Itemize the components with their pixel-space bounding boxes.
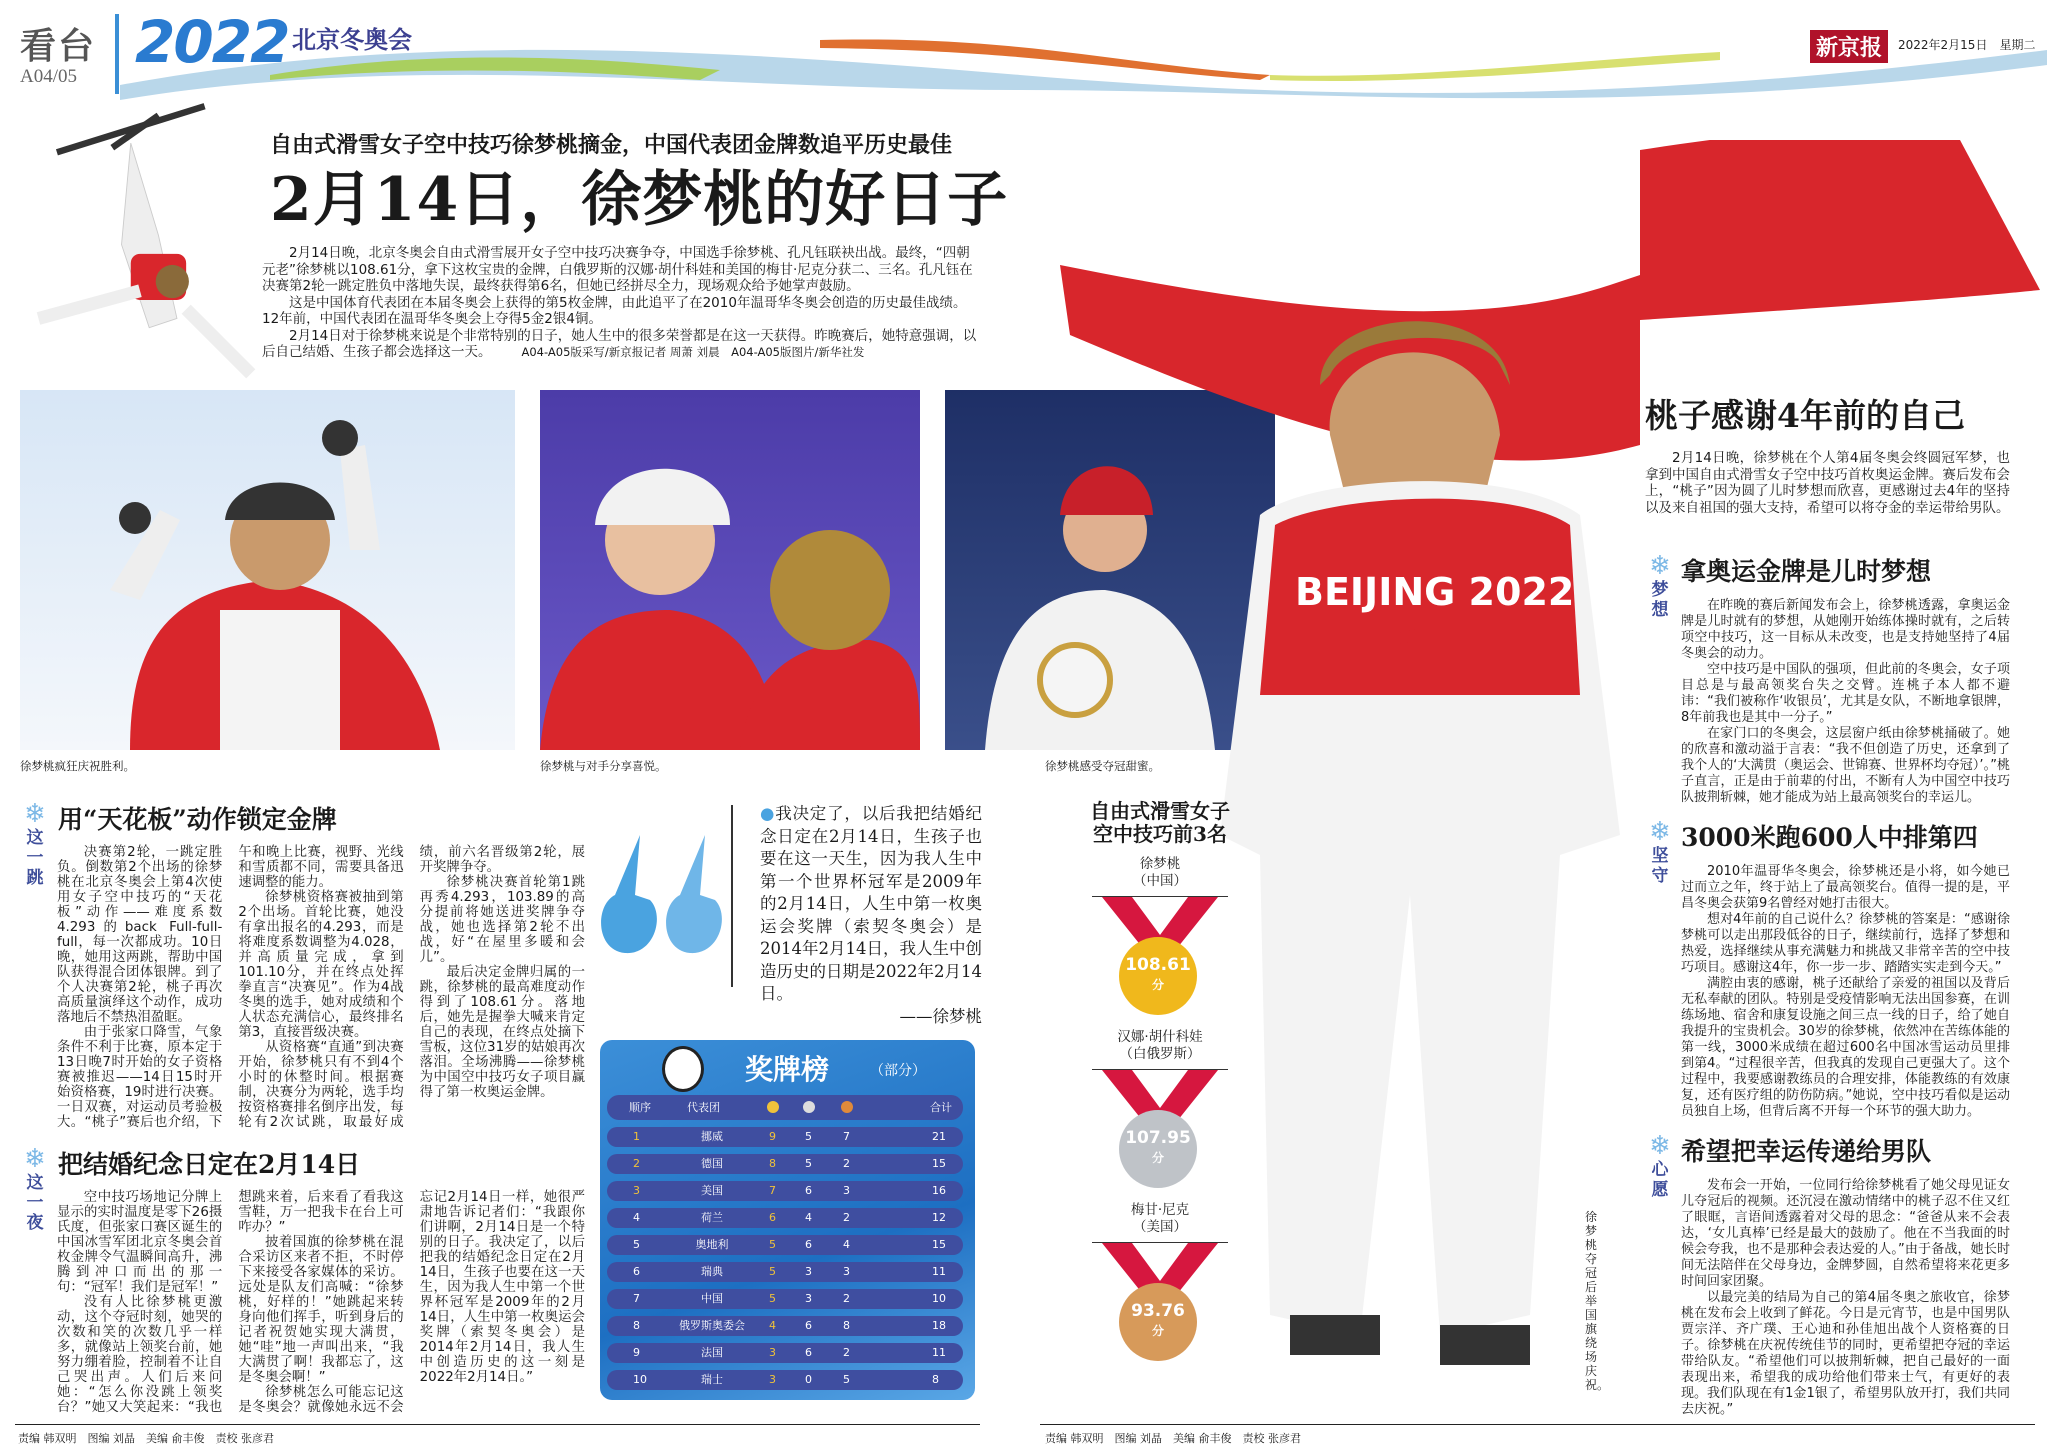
paragraph: 决赛第2轮，一跳定胜负。倒数第2个出场的徐梦桃在北京冬奥会上第4次使用女子空中技巧的“天花板”动作——难度系数4.293的back Full-full-full，每一次都成功。10日晚，她用这两跳，帮助中国队获得混合团体银牌。到了个人决赛第2轮，桃子再次高质量演绎这个动作，成功落地后不禁热泪盈眶。 [57,845,223,1025]
cell-total: 15 [932,1238,946,1251]
paragraph: 想对4年前的自己说什么？徐梦桃的答案是：“感谢徐梦桃可以走出那段低谷的日子，继续前行，选择了梦想和热爱，选择继续从事充满魅力和挑战又非常辛苦的空中技巧项目。感谢这4年，你一步一步、踏踏实实走到今天。” [1681,912,2010,975]
cell-rank: 9 [633,1346,640,1359]
cell-team: 挪威 [701,1130,723,1143]
section-body [1681,598,2010,806]
cell-team: 瑞典 [701,1265,723,1278]
cell-team: 俄罗斯奥委会 [679,1319,745,1332]
section-tag-box [1645,1132,1675,1418]
snowflake-icon: ❄ [1649,551,1671,581]
silver-medal-icon [803,1101,815,1113]
section-body [57,845,585,1130]
cell-gold: 8 [769,1157,776,1170]
pull-quote [760,803,982,1028]
right-section [1645,1132,2010,1418]
medal-table [600,1040,975,1400]
photo-celebration [20,390,515,750]
quote-mark-icon [595,835,730,955]
paragraph: 2月14日晚，徐梦桃在个人第4届冬奥会终圆冠军梦，也拿到中国自由式滑雪女子空中技巧首枚奥运金牌。赛后发布会上，“桃子”因为圆了儿时梦想而欣喜，更感谢过去4年的坚持以及来自祖国的强大支持，希望可以将夺金的幸运带给男队。 [1645,450,2010,516]
medal-table-row [607,1208,963,1228]
section-body [57,1190,585,1415]
athlete-name: 汉娜·胡什科娃 [1117,1029,1203,1045]
logo-beijing-olympics: 北京冬奥会 [292,26,412,54]
cell-rank: 4 [633,1211,640,1224]
medal-table-title: 奖牌榜 [745,1053,830,1086]
cell-team: 法国 [701,1346,723,1359]
paragraph: 徐梦桃怎么可能忘记这是冬奥会？就像她永远不会忘记2月14日一样，她很严肃地告诉记者们：“我跟你们讲啊，2月14日是一个特别的日子。我决定了，以后把我的结婚纪念日定在2月14日，生孩子也要在这一天生，因为我人生中第一个世界杯冠军是2009年的2月14日，人生中第一枚奥运会奖牌（索契冬奥会）是2014年2月14日，我人生中创造历史的这一刻是2022年2月14日。” [238,1190,585,1415]
cell-total: 10 [932,1292,946,1305]
col-rank: 顺序 [629,1101,651,1114]
snowflake-icon: ❄ [1649,1131,1671,1161]
medal-table-row [607,1343,963,1363]
section-title: 把结婚纪念日定在2月14日 [58,1150,361,1179]
bib-text: BEIJING 2022 [1295,570,1575,614]
medal-table-row [607,1127,963,1147]
paragraph: 空中技巧是中国队的强项，但此前的冬奥会，女子项目总是与最高领奖台失之交臂。连桃子本人都不避讳：“我们被称作‘收银员’，尤其是女队，不断地拿银牌，8年前我也是其中一分子。” [1681,662,2010,725]
paragraph: 空中技巧场地记分牌上显示的实时温度是零下26摄氏度，但张家口赛区诞生的中国冰雪军团北京冬奥会首枚金牌令气温瞬间高升，沸腾到冲口而出的那一句：“冠军！我们是冠军！” [57,1190,223,1295]
podium-entry [1080,1029,1240,1194]
cell-bronze: 7 [843,1130,850,1143]
cell-bronze: 3 [843,1265,850,1278]
cell-silver: 3 [805,1265,812,1278]
medal-graphic [1092,1069,1228,1194]
medal-table-row [607,1235,963,1255]
footer-credits-left: 责编 韩双明 图编 刘晶 美编 俞丰俊 责校 张彦君 [18,1432,274,1445]
athlete-country: （美国） [1133,1219,1187,1235]
cell-rank: 1 [633,1130,640,1143]
photo-caption: 徐梦桃感受夺冠甜蜜。 [1045,759,1160,773]
cell-silver: 3 [805,1292,812,1305]
medal-disc [1119,1283,1197,1361]
cell-total: 18 [932,1319,946,1332]
podium-title: 自由式滑雪女子空中技巧前3名 [1090,799,1230,846]
medal-graphic [1092,1242,1228,1367]
snowflake-icon: ❄ [1649,817,1671,847]
right-section [1645,818,2010,1120]
lead-subtitle: 自由式滑雪女子空中技巧徐梦桃摘金，中国代表团金牌数追平历史最佳 [270,132,953,158]
cell-silver: 5 [805,1130,812,1143]
header-divider [115,14,119,94]
medal-table-header [607,1095,963,1120]
paragraph: 发布会一开始，一位同行给徐梦桃看了她父母见证女儿夺冠后的视频。还沉浸在激动情绪中的桃子忍不住又红了眼眶，言语间透露着对父母的思念：“爸爸从来不会表达，‘女儿真棒’已经是最大的鼓励了。他在不当我面的时候会夸我，也不是那种会表达爱的人。”由于备战，她长时间无法陪伴在父母身边，金牌梦圆，自然希望将来花更多时间回家团聚。 [1681,1178,2010,1289]
paragraph: 2010年温哥华冬奥会，徐梦桃还是小将，如今她已过而立之年，终于站上了最高领奖台。值得一提的是，平昌冬奥会获第9名曾经对她打击很大。 [1681,864,2010,911]
logo-2022: 2022 [135,8,289,76]
quote-text: 我决定了，以后我把结婚纪念日定在2月14日，生孩子也要在这一天生，因为我人生中第一个世界杯冠军是2009年的2月14日，人生中第一枚奥运会奖牌（索契冬奥会）是2014年2月14日，我人生中创造历史的日期是2022年2月14日。 [760,804,982,1003]
medal-table-row [607,1181,963,1201]
cell-team: 美国 [701,1184,723,1197]
cell-gold: 3 [769,1373,776,1386]
cell-gold: 7 [769,1184,776,1197]
cell-bronze: 3 [843,1184,850,1197]
paragraph: 徐梦桃资格赛被抽到第2个出场。首轮比赛，她没有拿出报名的4.293，而是将难度系数调整为4.028，并高质量完成，拿到101.10分，并在终点处挥拳直言“决赛见”。作为4战冬奥的选手，她对成绩和个人状态充满信心，最终排名第3，直接晋级决赛。 [238,890,404,1040]
podium-graphic [1080,800,1240,1375]
paragraph: 由于张家口降雪，气象条件不利于比赛，原本定于13日晚7时开始的女子资格赛被推迟——14日15时开始资格赛，19时进行决赛。一日双赛，对运动员考验极大。“桃子”赛后也介绍，下午和晚上比赛，视野、光线和雪质都不同，需要具备迅速调整的能力。 [57,845,404,1130]
snowflake-icon: ❄ [24,1144,46,1174]
cell-gold: 4 [769,1319,776,1332]
cell-team: 瑞士 [701,1373,723,1386]
cell-total: 15 [932,1157,946,1170]
cell-bronze: 4 [843,1238,850,1251]
cell-total: 8 [932,1373,939,1386]
paragraph: 在昨晚的赛后新闻发布会上，徐梦桃透露，拿奥运金牌是儿时就有的梦想，从她刚开始练体操时就有，之后转项空中技巧，这一目标从未改变，也是支持她坚持了4届冬奥会的动力。 [1681,598,2010,661]
section-tag: 这一跳 [26,828,44,888]
cell-total: 12 [932,1211,946,1224]
issue-date: 2022年2月15日 星期二 [1898,38,2036,52]
cell-silver: 4 [805,1211,812,1224]
section-tag-box [1645,818,1675,1120]
athlete-name: 徐梦桃 [1139,856,1181,872]
bing-dwen-dwen-mascot-icon [662,1046,704,1092]
score-unit: 分 [1151,1151,1164,1165]
cell-rank: 3 [633,1184,640,1197]
section-tag-box [20,800,50,888]
medal-table-row [607,1154,963,1174]
section-tag: 坚守 [1651,846,1669,886]
section-title: 3000米跑600人中排第四 [1681,823,1978,852]
medal-graphic [1092,896,1228,1021]
right-article-title: 桃子感谢4年前的自己 [1645,396,1965,435]
quote-divider [731,805,733,987]
cell-rank: 7 [633,1292,640,1305]
medal-table-note: （部分） [870,1063,926,1079]
cell-team: 奥地利 [695,1238,729,1251]
lead-paragraph-text: 2月14日对于徐梦桃来说是个非常特别的日子，她人生中的很多荣誉都是在这一天获得。昨晚赛后，她特意强调，以后自己结婚、生孩子都会选择这一天。 [262,327,977,360]
medal-disc [1119,937,1197,1015]
cell-total: 11 [932,1346,946,1359]
right-article-sections [1645,552,2010,1418]
cell-bronze: 2 [843,1346,850,1359]
cell-rank: 2 [633,1157,640,1170]
podium-entry [1080,1202,1240,1367]
cell-gold: 6 [769,1211,776,1224]
col-team: 代表团 [687,1101,720,1114]
medal-disc [1119,1110,1197,1188]
athlete-country: （中国） [1133,873,1187,889]
skier-photo [20,95,260,385]
lead-headline: 2月14日，徐梦桃的好日子 [270,165,1009,235]
cell-rank: 10 [633,1373,647,1386]
section-tag: 心愿 [1651,1160,1669,1200]
svg-text:1: 1 [1390,612,1453,717]
cell-silver: 6 [805,1238,812,1251]
paragraph: 以最完美的结局为自己的第4届冬奥之旅收官，徐梦桃在发布会上收到了鲜花。今日是元宵节，也是中国男队贾宗洋、齐广璞、王心迪和孙佳旭出战个人资格赛的日子。徐梦桃在庆祝传统佳节的同时，更希望把夺冠的幸运带给队友。“希望他们可以披荆斩棘，把自己最好的一面表现出来，希望我的成功给他们带来士气，有更好的表现。我们队现在有1金1银了，希望男队放开打，我们共同去庆祝。” [1681,1290,2010,1417]
cell-bronze: 8 [843,1319,850,1332]
lead-intro [262,245,980,361]
photo-sharing-joy [540,390,920,750]
lead-paragraph: 这是中国体育代表团在本届冬奥会上获得的第5枚金牌，由此追平了在2010年温哥华冬奥会创造的历史最佳战绩。12年前，中国代表团在温哥华冬奥会上夺得5金2银4铜。 [262,294,967,327]
athlete-country: （白俄罗斯） [1119,1046,1201,1062]
section-tag-box [1645,552,1675,806]
paragraph: 没有人比徐梦桃更激动，这个夺冠时刻，她哭的次数和笑的次数几乎一样多，就像站上领奖台前，她努力绷着脸，控制着不让自己哭出声。人们后来问她：“怎么你没跳上领奖台？”她又大笑起来：“我也想跳来着，后来看了看我这雪鞋，万一把我卡在台上可咋办？” [57,1190,404,1415]
section-tag: 梦想 [1651,580,1669,620]
cell-silver: 6 [805,1346,812,1359]
quote-author: ——徐梦桃 [899,1006,982,1026]
paragraph: 满腔由衷的感谢，桃子还献给了亲爱的祖国以及背后无私奉献的团队。特别是受疫情影响无法出国参赛，在训练场地、宿舍和康复设施之间三点一线的日子，给了她自我提升的宝贵机会。30岁的徐梦桃，依然冲在苦练体能的第一线，3000米成绩在超过600名中国冰雪运动员里排到第4。“过程很辛苦，但我真的发现自己更强大了。这个过程中，我要感谢教练员的合理安排，体能教练的有效康复，还有医疗组的防伤防病。”她说，空中技巧看似是运动员独自上场，但背后离不开每一个环节的强大助力。 [1681,976,2010,1119]
byline: A04-A05版采写/新京报记者 周萧 刘晨 A04-A05版图片/新华社发 [521,345,865,359]
paragraph: 最后决定金牌归属的一跳，徐梦桃的最高难度动作得到了108.61分。落地后，她先是握拳大喊来肯定自己的表现，在终点处摘下雪板，这位31岁的姑娘再次落泪。全场沸腾——徐梦桃为中国空中技巧女子项目赢得了第一枚奥运金牌。 [419,965,585,1100]
bronze-medal-icon [841,1101,853,1113]
photo-caption: 徐梦桃与对手分享喜悦。 [540,759,667,773]
athlete-name: 梅甘·尼克 [1130,1202,1190,1218]
right-article-intro [1645,450,2010,516]
snowflake-icon: ❄ [24,799,46,829]
cell-team: 德国 [701,1157,723,1170]
photo-caption: 徐梦桃疯狂庆祝胜利。 [20,759,135,773]
bullet-icon: ● [760,804,776,823]
newspaper-logo: 新京报 [1810,30,1888,63]
cell-total: 11 [932,1265,946,1278]
cell-gold: 5 [769,1292,776,1305]
cell-bronze: 2 [843,1211,850,1224]
podium-entry [1080,856,1240,1021]
section-title: 希望把幸运传递给男队 [1681,1137,1932,1166]
medal-table-row [607,1370,963,1390]
main-photo-flag-extension [1640,140,2047,390]
col-total: 合计 [930,1101,952,1114]
cell-gold: 5 [769,1265,776,1278]
section-tag: 这一夜 [26,1173,44,1233]
cell-total: 16 [932,1184,946,1197]
cell-silver: 6 [805,1184,812,1197]
cell-gold: 9 [769,1130,776,1143]
cell-bronze: 2 [843,1157,850,1170]
cell-gold: 3 [769,1346,776,1359]
score-unit: 分 [1151,978,1164,992]
score: 107.95 [1125,1128,1191,1148]
section-title: 用“天花板”动作锁定金牌 [58,805,337,834]
score: 93.76 [1131,1301,1185,1321]
section-body [1681,864,2010,1120]
cell-total: 21 [932,1130,946,1143]
paragraph: 在家门口的冬奥会，这层窗户纸由徐梦桃捅破了。她的欣喜和激动溢于言表：“我不但创造了历史，还拿到了我个人的‘大满贯（奥运会、世锦赛、世界杯均夺冠）’。”桃子直言，正是由于前辈的付出，不断有人为中国空中技巧队披荆斩棘，她才能成为站上最高领奖台的幸运儿。 [1681,726,2010,805]
cell-silver: 0 [805,1373,812,1386]
cell-rank: 8 [633,1319,640,1332]
score-unit: 分 [1151,1324,1164,1338]
paragraph: 从资格赛“直通”到决赛开始，徐梦桃只有不到4个小时的休整时间。根据赛制，决赛分为两轮，选手均按资格赛排名倒序出发，每轮有2次试跳，取最好成绩，前六名晋级第2轮，展开奖牌争夺。 [238,845,585,1130]
score: 108.61 [1125,955,1191,975]
section-body [1681,1178,2010,1418]
cell-rank: 6 [633,1265,640,1278]
cell-rank: 5 [633,1238,640,1251]
footer-credits-right: 责编 韩双明 图编 刘晶 美编 俞丰俊 责校 张彦君 [1045,1432,1301,1445]
section-title: 拿奥运金牌是儿时梦想 [1681,557,1932,586]
cell-bronze: 2 [843,1292,850,1305]
medal-table-row [607,1316,963,1336]
cell-silver: 6 [805,1319,812,1332]
footer-rule [1040,1424,2035,1425]
page-number: A04/05 [20,66,77,87]
right-section [1645,552,2010,806]
cell-bronze: 5 [843,1373,850,1386]
cell-gold: 5 [769,1238,776,1251]
medal-table-row [607,1262,963,1282]
paragraph: 披着国旗的徐梦桃在混合采访区来者不拒，不时停下来接受各家媒体的采访。远处是队友们高喊：“徐梦桃，好样的！”她跳起来转身向他们挥手，听到身后的记者祝贺她实现大满贯，她“哇”地一声叫出来，“我大满贯了啊！我都忘了，这是冬奥会啊！” [238,1235,404,1385]
section-name: 看台 [20,26,97,67]
gold-medal-icon [767,1101,779,1113]
main-photo-caption: 徐梦桃夺冠后举国旗绕场庆祝。 [1585,1210,1610,1392]
medal-table-row [607,1289,963,1309]
footer-rule [15,1424,980,1425]
lead-paragraph [262,328,980,361]
cell-team: 荷兰 [701,1211,723,1224]
cell-silver: 5 [805,1157,812,1170]
paragraph: 徐梦桃决赛首轮第1跳再秀4.293，103.89的高分提前将她送进奖牌争夺战，她也选择第2轮不出战，好“在屋里多暖和会儿”。 [419,875,585,965]
section-tag-box [20,1145,50,1233]
cell-team: 中国 [701,1292,723,1305]
lead-paragraph: 2月14日晚，北京冬奥会自由式滑雪展开女子空中技巧决赛争夺，中国选手徐梦桃、孔凡钰联袂出战。最终，“四朝元老”徐梦桃以108.61分，拿下这枚宝贵的金牌，白俄罗斯的汉娜·胡什科娃和美国的梅甘·尼克分获二、三名。孔凡钰在决赛第2轮一跳定胜负中落地失误，最终获得第6名，但她已经拼尽全力，现场观众给予她掌声鼓励。 [262,245,973,294]
